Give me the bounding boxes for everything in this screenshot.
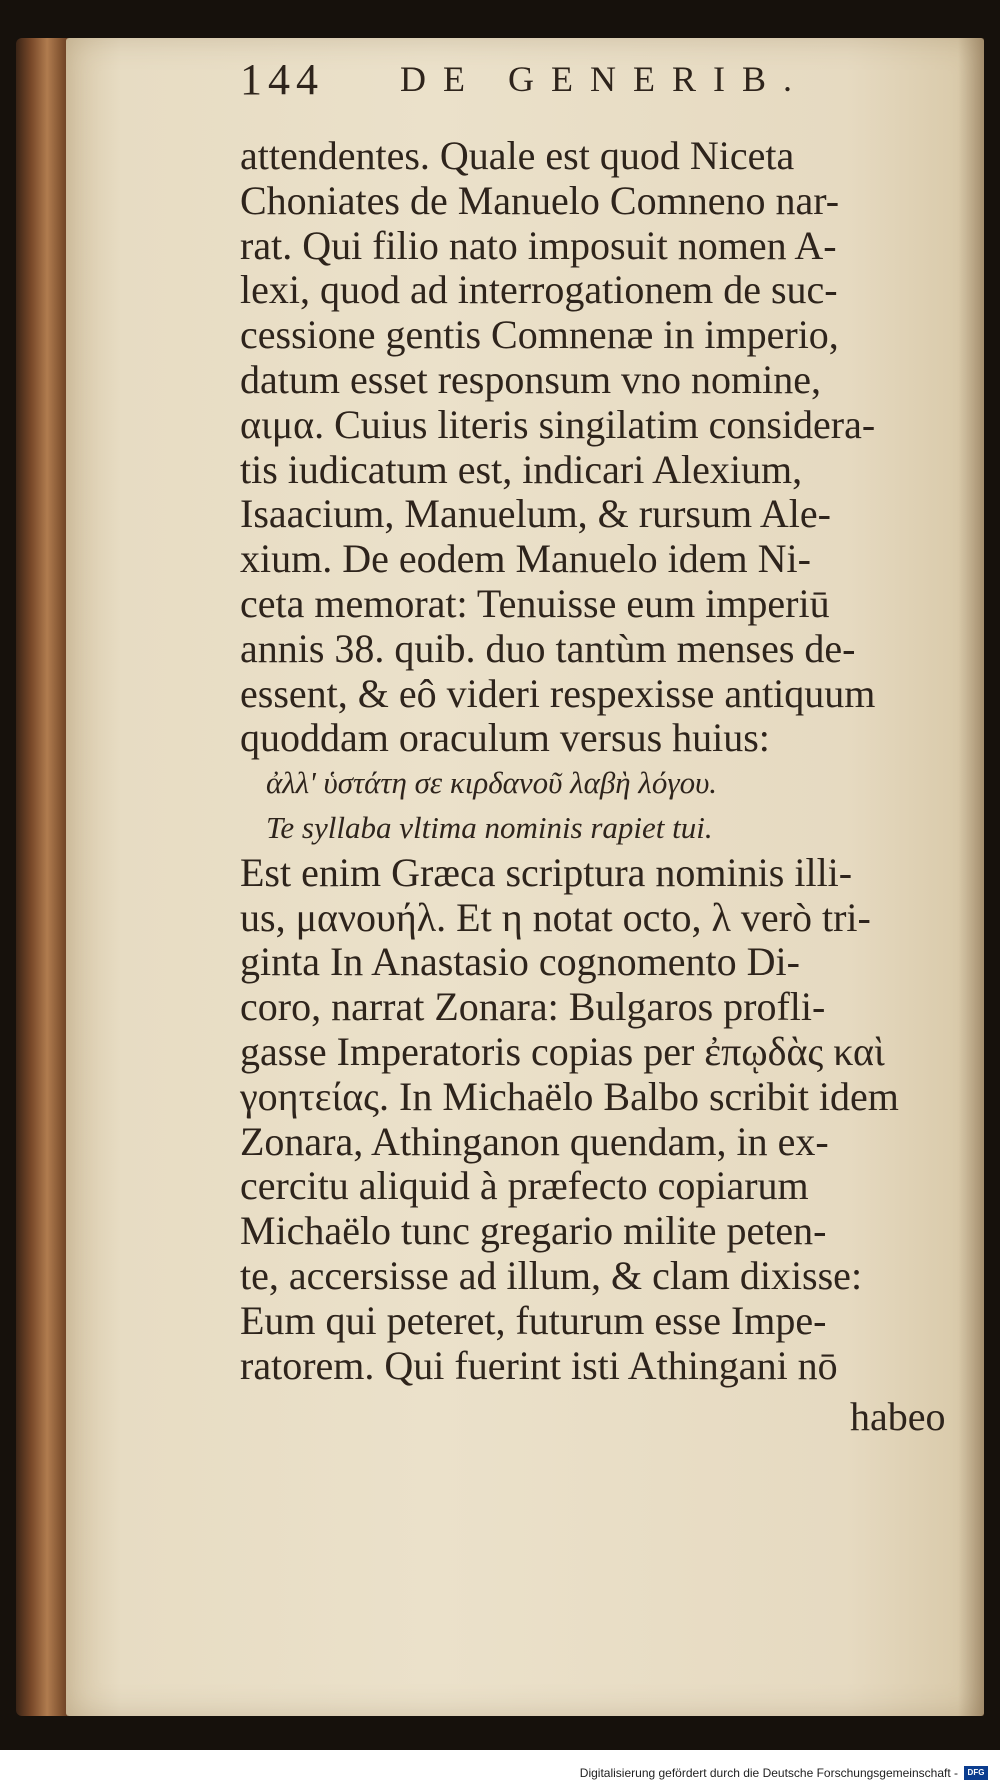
- text-line: αιμα. Cuius literis singilatim considera-: [240, 401, 876, 447]
- text-line: Michaëlo tunc gregario milite peten-: [240, 1208, 827, 1254]
- text-line: ceta memorat: Tenuisse eum imperiū: [240, 580, 830, 626]
- footer-bar: [0, 1750, 1000, 1788]
- running-head: DE GENERIB.: [400, 59, 809, 99]
- book-edge: [16, 38, 68, 1716]
- text-line: xium. De eodem Manuelo idem Ni-: [240, 536, 811, 582]
- text-line: rat. Qui filio nato imposuit nomen A-: [240, 222, 837, 268]
- text-line: Choniates de Manuelo Comneno nar-: [240, 177, 840, 223]
- text-line: essent, & eô videri respexisse antiquum: [240, 670, 876, 716]
- text-line: attendentes. Quale est quod Niceta: [240, 133, 795, 178]
- text-line: datum esset responsum vno nomine,: [240, 356, 822, 402]
- text-line: Zonara, Athinganon quendam, in ex-: [240, 1118, 829, 1164]
- text-line: annis 38. quib. duo tantùm menses de-: [240, 625, 856, 671]
- text-line: tis iudicatum est, indicari Alexium,: [240, 446, 803, 492]
- text-block: [240, 134, 980, 1388]
- text-line: quoddam oraculum versus huius:: [240, 715, 770, 761]
- catchword: habeo: [850, 1394, 946, 1439]
- text-line: ginta In Anastasio cognomento Di-: [240, 939, 800, 985]
- greek-verse: ἀλλ' ὑστάτη σε κιρδανοῦ λαβὴ λόγου.: [266, 765, 718, 801]
- text-line: gasse Imperatoris copias per ἐπῳδὰς καὶ: [240, 1028, 885, 1074]
- latin-verse: Te syllaba vltima nominis rapiet tui.: [266, 809, 713, 845]
- text-line: us, μανουήλ. Et η notat octo, λ verò tri-: [240, 894, 871, 940]
- text-line: Est enim Græca scriptura nominis illi-: [240, 849, 853, 895]
- page-number: 144: [240, 55, 324, 104]
- text-line: lexi, quod ad interrogationem de suc-: [240, 267, 838, 313]
- text-line: γοητείας. In Michaëlo Balbo scribit idem: [240, 1073, 899, 1119]
- text-line: Isaacium, Manuelum, & rursum Ale-: [240, 491, 831, 537]
- text-line: coro, narrat Zonara: Bulgaros profli-: [240, 984, 826, 1030]
- dfg-logo-icon: DFG: [964, 1766, 988, 1780]
- text-line: cessione gentis Comnenæ in imperio,: [240, 312, 839, 358]
- text-line: te, accersisse ad illum, & clam dixisse:: [240, 1252, 863, 1298]
- text-line: ratorem. Qui fuerint isti Athingani nō: [240, 1342, 838, 1388]
- text-line: cercitu aliquid à præfecto copiarum: [240, 1163, 809, 1209]
- page-header: [240, 54, 900, 110]
- footer-credit: Digitalisierung gefördert durch die Deutsche Forschungsgemeinschaft -: [579, 1766, 958, 1780]
- text-line: Eum qui peteret, futurum esse Impe-: [240, 1297, 827, 1343]
